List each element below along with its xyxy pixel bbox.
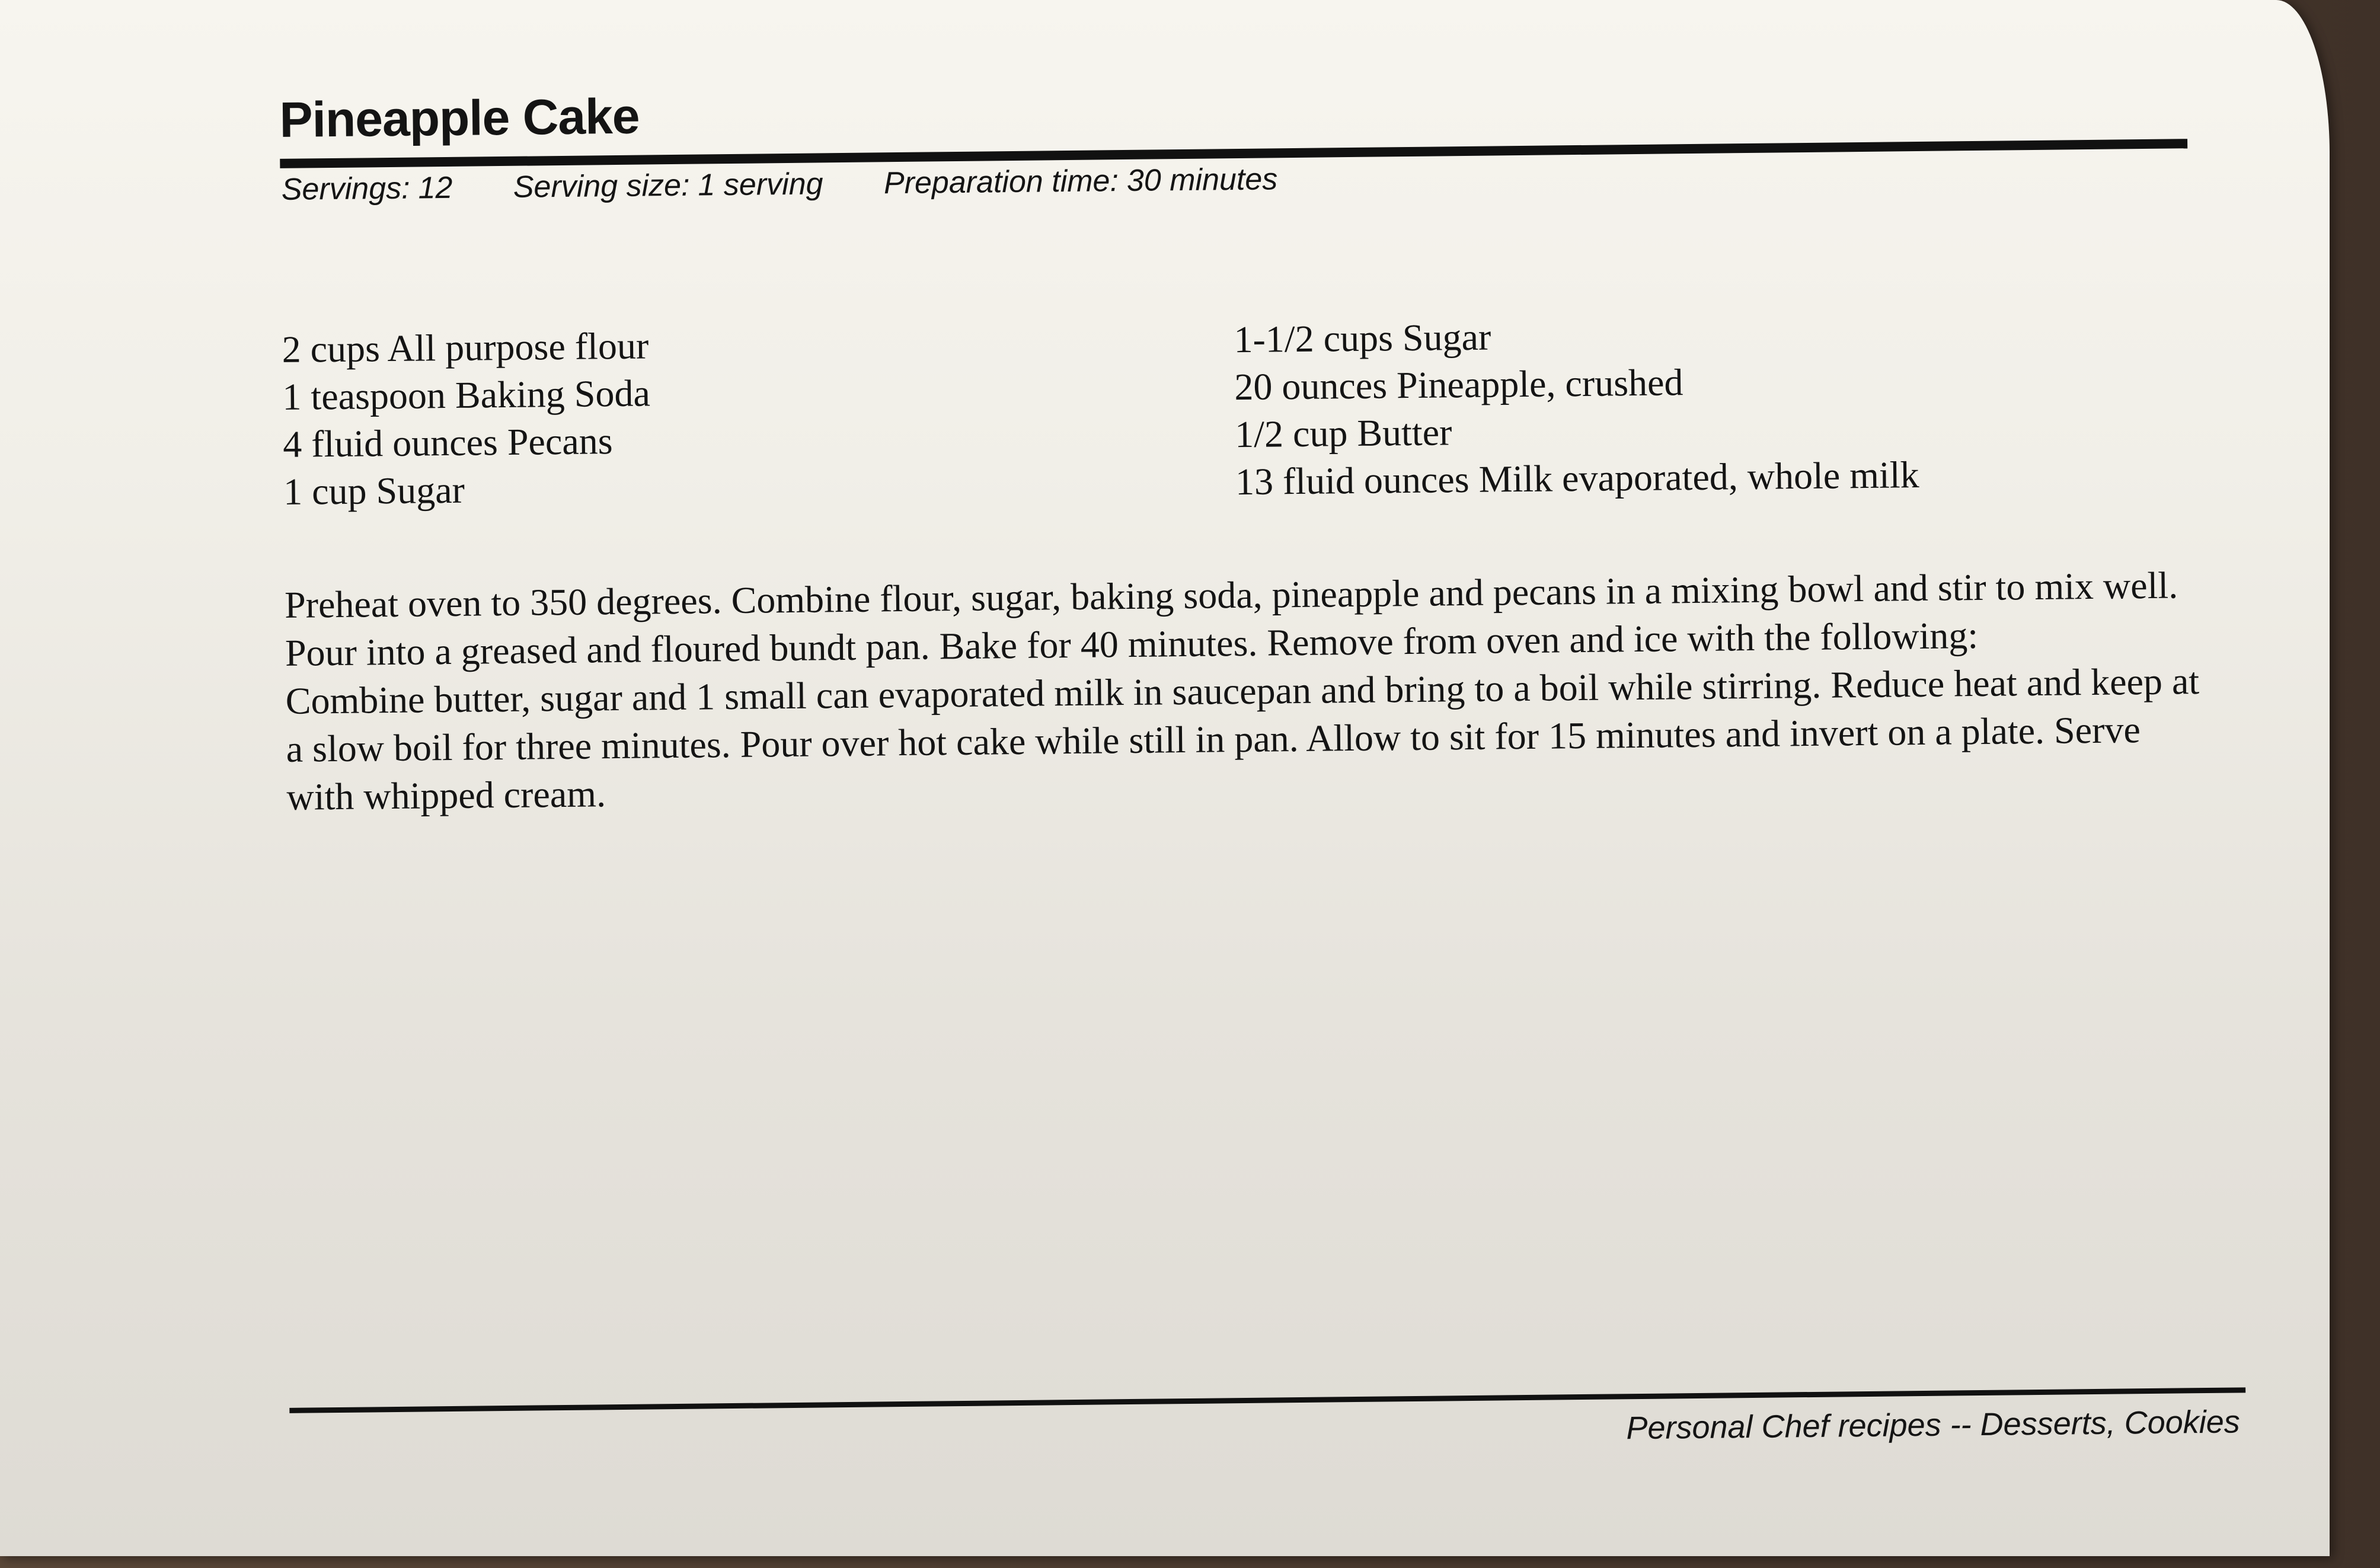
servings-label: Servings: — [281, 171, 410, 207]
ingredient-item: 1-1/2 cups Sugar — [1234, 315, 1491, 361]
prep-time — [884, 162, 1278, 200]
ingredient-item: 13 fluid ounces Milk evaporated, whole milk — [1235, 454, 1919, 503]
recipe-title: Pineapple Cake — [279, 88, 640, 148]
ingredient-item: 1 cup Sugar — [283, 468, 465, 513]
recipe-sheet — [276, 69, 2241, 1494]
ingredient-item: 1 teaspoon Baking Soda — [282, 372, 651, 418]
instruction-paragraph: Combine butter, sugar and 1 small can evaporated milk in saucepan and bring to a boil while stirring. Reduce heat and keep at a slow boil for three minutes. Pour over hot cake while still in pan. Allow to sit for 15 minutes and invert on a plate. Serve with whipped cream. — [285, 660, 2200, 818]
ingredient-list-left — [282, 322, 651, 515]
serving-size — [513, 167, 823, 204]
recipe-meta — [281, 161, 1330, 207]
serving-size-label: Serving size: — [513, 168, 690, 205]
servings-value: 12 — [418, 170, 453, 206]
instruction-paragraph: Preheat oven to 350 degrees. Combine flour, sugar, baking soda, pineapple and pecans in a mixing bowl and stir to mix well. Pour into a greased and floured bundt pan. Bake for 40 minutes. Remove from oven and ice with the following: — [284, 564, 2178, 674]
ingredient-list-right — [1234, 309, 1919, 506]
prep-time-label: Preparation time: — [883, 164, 1119, 201]
ingredient-item: 20 ounces Pineapple, crushed — [1234, 361, 1683, 408]
ingredient-item: 2 cups All purpose flour — [282, 324, 649, 371]
serving-size-value: 1 serving — [698, 167, 823, 203]
prep-time-value: 30 minutes — [1126, 162, 1278, 198]
servings — [281, 171, 452, 207]
footer-category: Personal Chef recipes -- Desserts, Cookies — [1626, 1404, 2241, 1446]
ingredient-item: 1/2 cup Butter — [1234, 411, 1452, 456]
instructions — [285, 561, 2208, 821]
ingredient-item: 4 fluid ounces Pecans — [282, 420, 613, 465]
